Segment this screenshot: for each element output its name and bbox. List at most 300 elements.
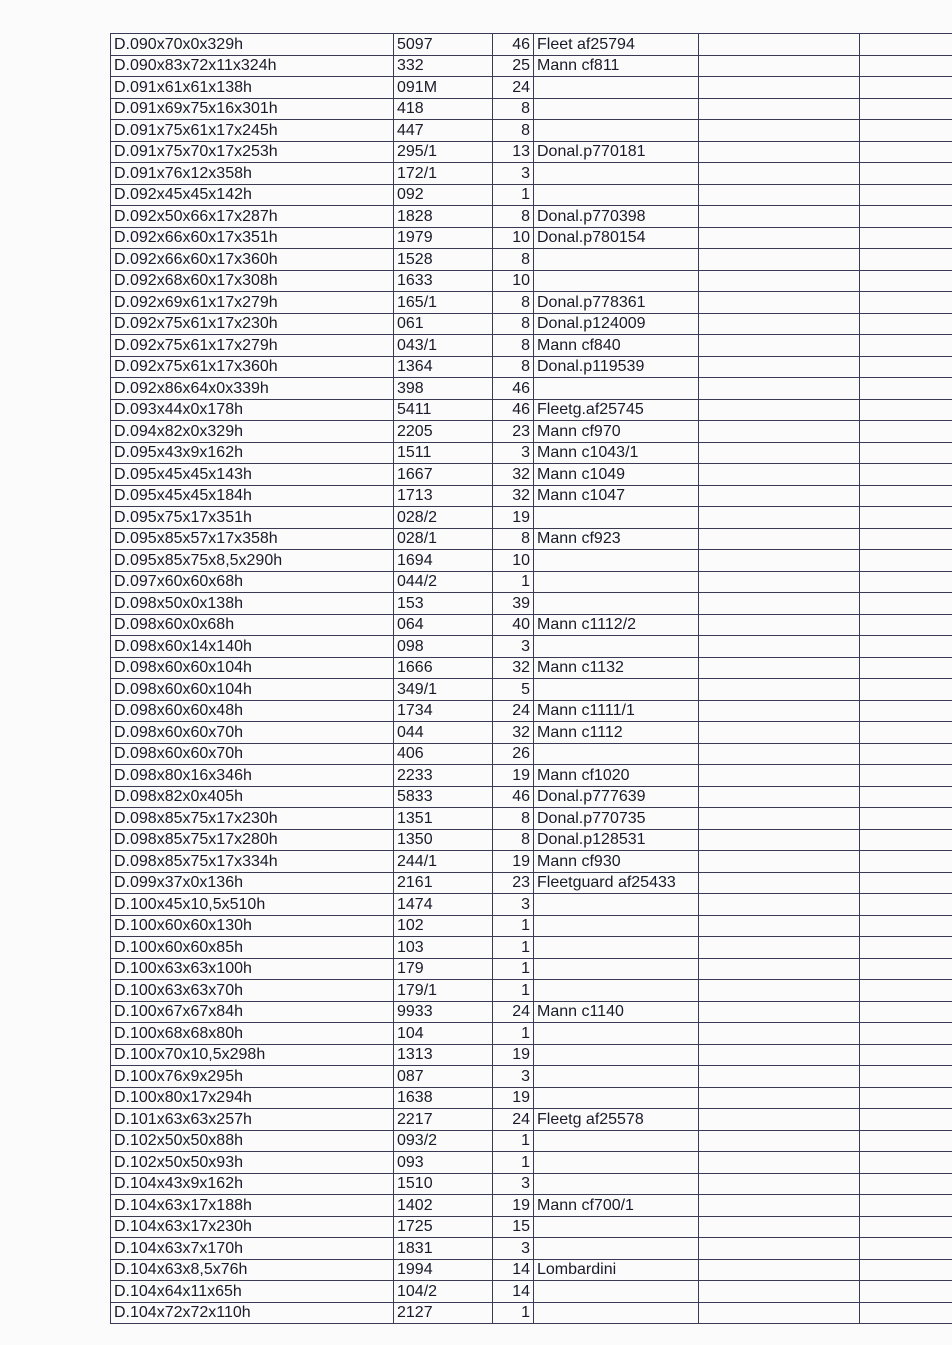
quantity-cell: 3 xyxy=(493,442,534,464)
cross-reference-cell: Mann cf700/1 xyxy=(534,1195,699,1217)
empty-cell xyxy=(699,206,860,228)
reference-cell: 1725 xyxy=(394,1216,493,1238)
quantity-cell: 10 xyxy=(493,550,534,572)
empty-cell xyxy=(860,356,952,378)
table-row xyxy=(111,571,952,593)
empty-cell xyxy=(860,55,952,77)
quantity-cell: 3 xyxy=(493,163,534,185)
reference-cell: 044/2 xyxy=(394,571,493,593)
table-row xyxy=(111,1087,952,1109)
table-row xyxy=(111,356,952,378)
reference-cell: 2205 xyxy=(394,421,493,443)
part-code-cell: D.098x85x75x17x280h xyxy=(111,829,394,851)
part-code-cell: D.100x70x10,5x298h xyxy=(111,1044,394,1066)
empty-cell xyxy=(699,550,860,572)
empty-cell xyxy=(699,1152,860,1174)
quantity-cell: 32 xyxy=(493,657,534,679)
reference-cell: 064 xyxy=(394,614,493,636)
quantity-cell: 8 xyxy=(493,206,534,228)
empty-cell xyxy=(860,120,952,142)
quantity-cell: 32 xyxy=(493,485,534,507)
empty-cell xyxy=(699,313,860,335)
table-row xyxy=(111,77,952,99)
part-code-cell: D.092x68x60x17x308h xyxy=(111,270,394,292)
reference-cell: 1364 xyxy=(394,356,493,378)
part-code-cell: D.104x63x8,5x76h xyxy=(111,1259,394,1281)
quantity-cell: 25 xyxy=(493,55,534,77)
reference-cell: 1666 xyxy=(394,657,493,679)
table-row xyxy=(111,937,952,959)
part-code-cell: D.101x63x63x257h xyxy=(111,1109,394,1131)
empty-cell xyxy=(699,1044,860,1066)
empty-cell xyxy=(860,442,952,464)
part-code-cell: D.100x60x60x85h xyxy=(111,937,394,959)
empty-cell xyxy=(860,1173,952,1195)
reference-cell: 043/1 xyxy=(394,335,493,357)
reference-cell: 153 xyxy=(394,593,493,615)
table-row xyxy=(111,55,952,77)
empty-cell xyxy=(860,1216,952,1238)
reference-cell: 044 xyxy=(394,722,493,744)
empty-cell xyxy=(699,227,860,249)
quantity-cell: 8 xyxy=(493,356,534,378)
parts-table xyxy=(110,33,952,1324)
cross-reference-cell: Donal.p770398 xyxy=(534,206,699,228)
cross-reference-cell: Donal.p770735 xyxy=(534,808,699,830)
empty-cell xyxy=(699,915,860,937)
empty-cell xyxy=(699,1066,860,1088)
part-code-cell: D.098x85x75x17x334h xyxy=(111,851,394,873)
table-row xyxy=(111,765,952,787)
table-row xyxy=(111,249,952,271)
table-row xyxy=(111,270,952,292)
empty-cell xyxy=(860,206,952,228)
quantity-cell: 1 xyxy=(493,1152,534,1174)
quantity-cell: 19 xyxy=(493,1195,534,1217)
quantity-cell: 24 xyxy=(493,700,534,722)
reference-cell: 1979 xyxy=(394,227,493,249)
cross-reference-cell: Mann c1049 xyxy=(534,464,699,486)
quantity-cell: 3 xyxy=(493,1238,534,1260)
part-code-cell: D.095x75x17x351h xyxy=(111,507,394,529)
empty-cell xyxy=(860,313,952,335)
empty-cell xyxy=(860,77,952,99)
empty-cell xyxy=(860,1302,952,1324)
empty-cell xyxy=(860,636,952,658)
part-code-cell: D.102x50x50x93h xyxy=(111,1152,394,1174)
empty-cell xyxy=(860,1259,952,1281)
empty-cell xyxy=(860,722,952,744)
empty-cell xyxy=(860,1044,952,1066)
empty-cell xyxy=(699,851,860,873)
table-row xyxy=(111,1023,952,1045)
part-code-cell: D.092x66x60x17x351h xyxy=(111,227,394,249)
cross-reference-cell: Mann cf1020 xyxy=(534,765,699,787)
quantity-cell: 10 xyxy=(493,270,534,292)
empty-cell xyxy=(860,227,952,249)
empty-cell xyxy=(699,571,860,593)
reference-cell: 1350 xyxy=(394,829,493,851)
table-row xyxy=(111,1001,952,1023)
empty-cell xyxy=(699,743,860,765)
part-code-cell: D.098x60x60x104h xyxy=(111,657,394,679)
empty-cell xyxy=(860,1130,952,1152)
table-row xyxy=(111,227,952,249)
part-code-cell: D.095x85x57x17x358h xyxy=(111,528,394,550)
quantity-cell: 46 xyxy=(493,34,534,56)
quantity-cell: 24 xyxy=(493,1109,534,1131)
table-row xyxy=(111,120,952,142)
cross-reference-cell xyxy=(534,1216,699,1238)
part-code-cell: D.098x80x16x346h xyxy=(111,765,394,787)
part-code-cell: D.100x60x60x130h xyxy=(111,915,394,937)
cross-reference-cell xyxy=(534,1023,699,1045)
table-row xyxy=(111,507,952,529)
part-code-cell: D.099x37x0x136h xyxy=(111,872,394,894)
table-row xyxy=(111,679,952,701)
cross-reference-cell: Donal.p124009 xyxy=(534,313,699,335)
quantity-cell: 1 xyxy=(493,571,534,593)
part-code-cell: D.092x75x61x17x360h xyxy=(111,356,394,378)
table-row xyxy=(111,528,952,550)
cross-reference-cell xyxy=(534,98,699,120)
table-row xyxy=(111,98,952,120)
empty-cell xyxy=(860,399,952,421)
cross-reference-cell: Mann cf970 xyxy=(534,421,699,443)
empty-cell xyxy=(860,507,952,529)
empty-cell xyxy=(860,937,952,959)
empty-cell xyxy=(860,1001,952,1023)
reference-cell: 2161 xyxy=(394,872,493,894)
reference-cell: 093/2 xyxy=(394,1130,493,1152)
cross-reference-cell xyxy=(534,1152,699,1174)
quantity-cell: 19 xyxy=(493,507,534,529)
empty-cell xyxy=(699,958,860,980)
table-row xyxy=(111,722,952,744)
reference-cell: 2233 xyxy=(394,765,493,787)
part-code-cell: D.091x69x75x16x301h xyxy=(111,98,394,120)
empty-cell xyxy=(699,356,860,378)
quantity-cell: 8 xyxy=(493,313,534,335)
quantity-cell: 8 xyxy=(493,335,534,357)
part-code-cell: D.098x60x60x70h xyxy=(111,722,394,744)
table-row xyxy=(111,851,952,873)
reference-cell: 103 xyxy=(394,937,493,959)
empty-cell xyxy=(860,464,952,486)
quantity-cell: 24 xyxy=(493,1001,534,1023)
empty-cell xyxy=(860,894,952,916)
table-row xyxy=(111,743,952,765)
table-row xyxy=(111,1109,952,1131)
quantity-cell: 46 xyxy=(493,786,534,808)
cross-reference-cell: Fleetg.af25745 xyxy=(534,399,699,421)
part-code-cell: D.092x75x61x17x230h xyxy=(111,313,394,335)
table-row xyxy=(111,593,952,615)
empty-cell xyxy=(860,915,952,937)
empty-cell xyxy=(860,485,952,507)
part-code-cell: D.091x75x70x17x253h xyxy=(111,141,394,163)
part-code-cell: D.100x80x17x294h xyxy=(111,1087,394,1109)
reference-cell: 349/1 xyxy=(394,679,493,701)
reference-cell: 1734 xyxy=(394,700,493,722)
reference-cell: 1828 xyxy=(394,206,493,228)
empty-cell xyxy=(860,743,952,765)
quantity-cell: 3 xyxy=(493,1173,534,1195)
quantity-cell: 32 xyxy=(493,722,534,744)
table-row xyxy=(111,184,952,206)
cross-reference-cell: Fleet af25794 xyxy=(534,34,699,56)
quantity-cell: 8 xyxy=(493,528,534,550)
empty-cell xyxy=(699,1238,860,1260)
quantity-cell: 8 xyxy=(493,808,534,830)
empty-cell xyxy=(699,55,860,77)
empty-cell xyxy=(860,958,952,980)
quantity-cell: 32 xyxy=(493,464,534,486)
reference-cell: 1994 xyxy=(394,1259,493,1281)
cross-reference-cell xyxy=(534,1130,699,1152)
table-row xyxy=(111,485,952,507)
reference-cell: 5097 xyxy=(394,34,493,56)
empty-cell xyxy=(699,1001,860,1023)
cross-reference-cell xyxy=(534,593,699,615)
table-row xyxy=(111,1281,952,1303)
quantity-cell: 3 xyxy=(493,636,534,658)
cross-reference-cell xyxy=(534,915,699,937)
part-code-cell: D.098x50x0x138h xyxy=(111,593,394,615)
cross-reference-cell: Donal.p778361 xyxy=(534,292,699,314)
part-code-cell: D.104x64x11x65h xyxy=(111,1281,394,1303)
table-row xyxy=(111,399,952,421)
reference-cell: 061 xyxy=(394,313,493,335)
quantity-cell: 24 xyxy=(493,77,534,99)
part-code-cell: D.098x60x60x48h xyxy=(111,700,394,722)
part-code-cell: D.104x63x17x188h xyxy=(111,1195,394,1217)
empty-cell xyxy=(699,980,860,1002)
cross-reference-cell xyxy=(534,1066,699,1088)
quantity-cell: 14 xyxy=(493,1259,534,1281)
empty-cell xyxy=(860,1195,952,1217)
part-code-cell: D.092x66x60x17x360h xyxy=(111,249,394,271)
empty-cell xyxy=(860,872,952,894)
quantity-cell: 1 xyxy=(493,980,534,1002)
table-row xyxy=(111,614,952,636)
empty-cell xyxy=(860,851,952,873)
part-code-cell: D.102x50x50x88h xyxy=(111,1130,394,1152)
empty-cell xyxy=(699,249,860,271)
quantity-cell: 8 xyxy=(493,98,534,120)
quantity-cell: 14 xyxy=(493,1281,534,1303)
empty-cell xyxy=(699,872,860,894)
quantity-cell: 8 xyxy=(493,249,534,271)
cross-reference-cell: Lombardini xyxy=(534,1259,699,1281)
reference-cell: 5833 xyxy=(394,786,493,808)
quantity-cell: 8 xyxy=(493,120,534,142)
empty-cell xyxy=(699,1109,860,1131)
reference-cell: 418 xyxy=(394,98,493,120)
quantity-cell: 46 xyxy=(493,399,534,421)
reference-cell: 1402 xyxy=(394,1195,493,1217)
part-code-cell: D.093x44x0x178h xyxy=(111,399,394,421)
empty-cell xyxy=(699,722,860,744)
quantity-cell: 19 xyxy=(493,851,534,873)
reference-cell: 5411 xyxy=(394,399,493,421)
reference-cell: 1713 xyxy=(394,485,493,507)
cross-reference-cell xyxy=(534,378,699,400)
empty-cell xyxy=(860,34,952,56)
empty-cell xyxy=(699,442,860,464)
empty-cell xyxy=(699,163,860,185)
cross-reference-cell: Mann c1043/1 xyxy=(534,442,699,464)
part-code-cell: D.095x45x45x184h xyxy=(111,485,394,507)
empty-cell xyxy=(699,937,860,959)
table-row xyxy=(111,657,952,679)
cross-reference-cell xyxy=(534,1044,699,1066)
table-row xyxy=(111,1066,952,1088)
empty-cell xyxy=(699,1023,860,1045)
part-code-cell: D.098x60x14x140h xyxy=(111,636,394,658)
part-code-cell: D.094x82x0x329h xyxy=(111,421,394,443)
table-row xyxy=(111,1044,952,1066)
quantity-cell: 1 xyxy=(493,1023,534,1045)
table-row xyxy=(111,636,952,658)
empty-cell xyxy=(699,679,860,701)
empty-cell xyxy=(699,808,860,830)
empty-cell xyxy=(699,184,860,206)
table-row xyxy=(111,464,952,486)
table-row xyxy=(111,872,952,894)
table-row xyxy=(111,980,952,1002)
empty-cell xyxy=(860,184,952,206)
quantity-cell: 19 xyxy=(493,1087,534,1109)
reference-cell: 9933 xyxy=(394,1001,493,1023)
empty-cell xyxy=(699,141,860,163)
empty-cell xyxy=(699,614,860,636)
empty-cell xyxy=(699,270,860,292)
cross-reference-cell: Mann c1047 xyxy=(534,485,699,507)
reference-cell: 172/1 xyxy=(394,163,493,185)
part-code-cell: D.095x43x9x162h xyxy=(111,442,394,464)
reference-cell: 1528 xyxy=(394,249,493,271)
cross-reference-cell xyxy=(534,743,699,765)
quantity-cell: 19 xyxy=(493,765,534,787)
cross-reference-cell xyxy=(534,249,699,271)
quantity-cell: 1 xyxy=(493,1130,534,1152)
cross-reference-cell xyxy=(534,679,699,701)
cross-reference-cell: Mann cf923 xyxy=(534,528,699,550)
reference-cell: 091M xyxy=(394,77,493,99)
cross-reference-cell: Donal.p770181 xyxy=(534,141,699,163)
cross-reference-cell xyxy=(534,958,699,980)
part-code-cell: D.090x83x72x11x324h xyxy=(111,55,394,77)
cross-reference-cell: Mann c1112 xyxy=(534,722,699,744)
empty-cell xyxy=(699,120,860,142)
reference-cell: 165/1 xyxy=(394,292,493,314)
reference-cell: 028/1 xyxy=(394,528,493,550)
table-row xyxy=(111,34,952,56)
empty-cell xyxy=(699,292,860,314)
empty-cell xyxy=(860,786,952,808)
quantity-cell: 23 xyxy=(493,421,534,443)
quantity-cell: 1 xyxy=(493,937,534,959)
empty-cell xyxy=(860,1281,952,1303)
part-code-cell: D.092x50x66x17x287h xyxy=(111,206,394,228)
cross-reference-cell: Mann c1132 xyxy=(534,657,699,679)
part-code-cell: D.095x45x45x143h xyxy=(111,464,394,486)
quantity-cell: 26 xyxy=(493,743,534,765)
cross-reference-cell xyxy=(534,937,699,959)
empty-cell xyxy=(699,1216,860,1238)
quantity-cell: 15 xyxy=(493,1216,534,1238)
empty-cell xyxy=(699,1302,860,1324)
empty-cell xyxy=(699,485,860,507)
reference-cell: 398 xyxy=(394,378,493,400)
reference-cell: 406 xyxy=(394,743,493,765)
empty-cell xyxy=(699,894,860,916)
table-row xyxy=(111,786,952,808)
quantity-cell: 13 xyxy=(493,141,534,163)
part-code-cell: D.095x85x75x8,5x290h xyxy=(111,550,394,572)
reference-cell: 093 xyxy=(394,1152,493,1174)
empty-cell xyxy=(699,657,860,679)
quantity-cell: 23 xyxy=(493,872,534,894)
empty-cell xyxy=(860,421,952,443)
table-row xyxy=(111,141,952,163)
empty-cell xyxy=(860,593,952,615)
empty-cell xyxy=(699,786,860,808)
empty-cell xyxy=(699,1173,860,1195)
empty-cell xyxy=(699,34,860,56)
empty-cell xyxy=(860,98,952,120)
part-code-cell: D.100x68x68x80h xyxy=(111,1023,394,1045)
table-row xyxy=(111,829,952,851)
empty-cell xyxy=(860,1238,952,1260)
cross-reference-cell xyxy=(534,1087,699,1109)
reference-cell: 1667 xyxy=(394,464,493,486)
table-row xyxy=(111,1173,952,1195)
empty-cell xyxy=(699,464,860,486)
empty-cell xyxy=(699,1259,860,1281)
quantity-cell: 1 xyxy=(493,958,534,980)
empty-cell xyxy=(699,378,860,400)
table-row xyxy=(111,1216,952,1238)
empty-cell xyxy=(860,980,952,1002)
part-code-cell: D.091x76x12x358h xyxy=(111,163,394,185)
empty-cell xyxy=(860,1023,952,1045)
empty-cell xyxy=(699,399,860,421)
part-code-cell: D.100x63x63x100h xyxy=(111,958,394,980)
table-row xyxy=(111,915,952,937)
empty-cell xyxy=(699,765,860,787)
cross-reference-cell: Mann cf811 xyxy=(534,55,699,77)
part-code-cell: D.091x61x61x138h xyxy=(111,77,394,99)
reference-cell: 1474 xyxy=(394,894,493,916)
table-row xyxy=(111,550,952,572)
cross-reference-cell: Mann c1112/2 xyxy=(534,614,699,636)
table-row xyxy=(111,1130,952,1152)
empty-cell xyxy=(860,614,952,636)
part-code-cell: D.092x86x64x0x339h xyxy=(111,378,394,400)
empty-cell xyxy=(860,571,952,593)
part-code-cell: D.104x72x72x110h xyxy=(111,1302,394,1324)
table-row xyxy=(111,808,952,830)
quantity-cell: 40 xyxy=(493,614,534,636)
reference-cell: 1511 xyxy=(394,442,493,464)
cross-reference-cell xyxy=(534,77,699,99)
reference-cell: 447 xyxy=(394,120,493,142)
empty-cell xyxy=(860,335,952,357)
reference-cell: 2127 xyxy=(394,1302,493,1324)
empty-cell xyxy=(699,1281,860,1303)
